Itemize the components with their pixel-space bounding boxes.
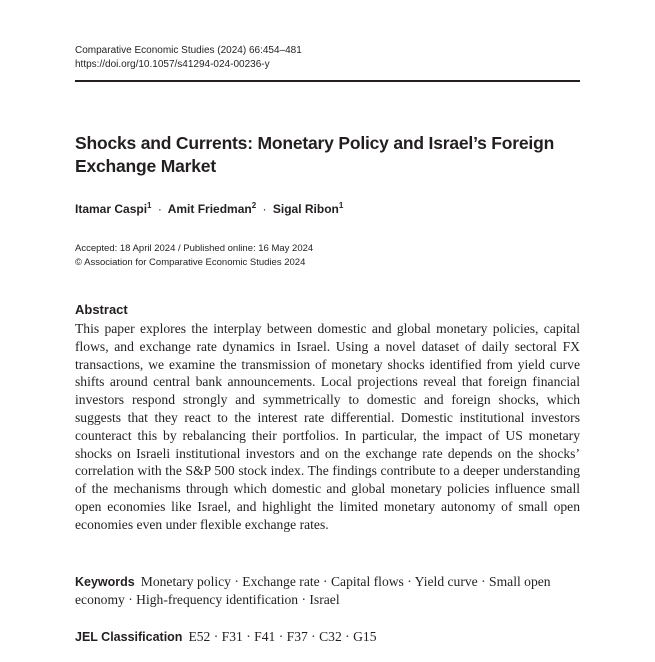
author-name[interactable]: Itamar Caspi xyxy=(75,202,148,216)
journal-citation: Comparative Economic Studies (2024) 66:454–481 xyxy=(75,45,302,56)
jel-section xyxy=(75,628,377,646)
author-list xyxy=(75,201,343,216)
header-rule xyxy=(75,80,580,82)
author-affiliation: 1 xyxy=(147,201,152,210)
keywords-label: Keywords xyxy=(75,575,135,589)
keywords-text: Monetary policy · Exchange rate · Capital flows · Yield curve · Small open economy · High-frequency identification · Israel xyxy=(75,574,551,607)
abstract-heading: Abstract xyxy=(75,302,128,317)
abstract-text: This paper explores the interplay between domestic and global monetary policies, capital flows, and exchange rate dynamics in Israel. Using a novel dataset of daily sectoral FX transactions, we examine the transmission of monetary shocks identified from yield curve shifts around central bank announcements. Local projections reveal that foreign financial investors respond strongly and symmetrically to domestic and foreign shocks, which suggests that they react to the interest rate differential. Domestic institutional investors counteract this by rebalancing their portfolios. In particular, the impact of US monetary shocks on Israeli institutional investors and on the exchange rate depends on the shocks’ correlation with the S&P 500 stock index. The findings contribute to a deeper understanding of the mechanisms through which domestic and global monetary policies influence small open economies like Israel, and highlight the limited monetary autonomy of small open economies even under flexible exchange rates. xyxy=(75,321,580,532)
author-name[interactable]: Sigal Ribon xyxy=(272,202,339,216)
author-affiliation: 2 xyxy=(251,201,257,210)
author-affiliation: 1 xyxy=(338,201,344,210)
title-line-2: Exchange Market xyxy=(75,156,216,176)
jel-codes: E52 · F31 · F41 · F37 · C32 · G15 xyxy=(188,629,377,644)
publication-dates xyxy=(75,242,313,270)
copyright-line: © Association for Comparative Economic Studies 2024 xyxy=(75,257,306,268)
doi-link[interactable]: https://doi.org/10.1057/s41294-024-00236-y xyxy=(75,59,270,70)
keywords-section xyxy=(75,573,580,609)
journal-header xyxy=(75,44,302,72)
author-name[interactable]: Amit Friedman xyxy=(167,202,252,216)
jel-label: JEL Classification xyxy=(75,630,183,644)
author-separator: · xyxy=(157,202,162,216)
author-separator: · xyxy=(262,202,267,216)
article-title xyxy=(75,132,580,178)
title-line-1: Shocks and Currents: Monetary Policy and Israel’s Foreign xyxy=(75,133,555,153)
dates-line: Accepted: 18 April 2024 / Published online: 16 May 2024 xyxy=(75,243,314,254)
